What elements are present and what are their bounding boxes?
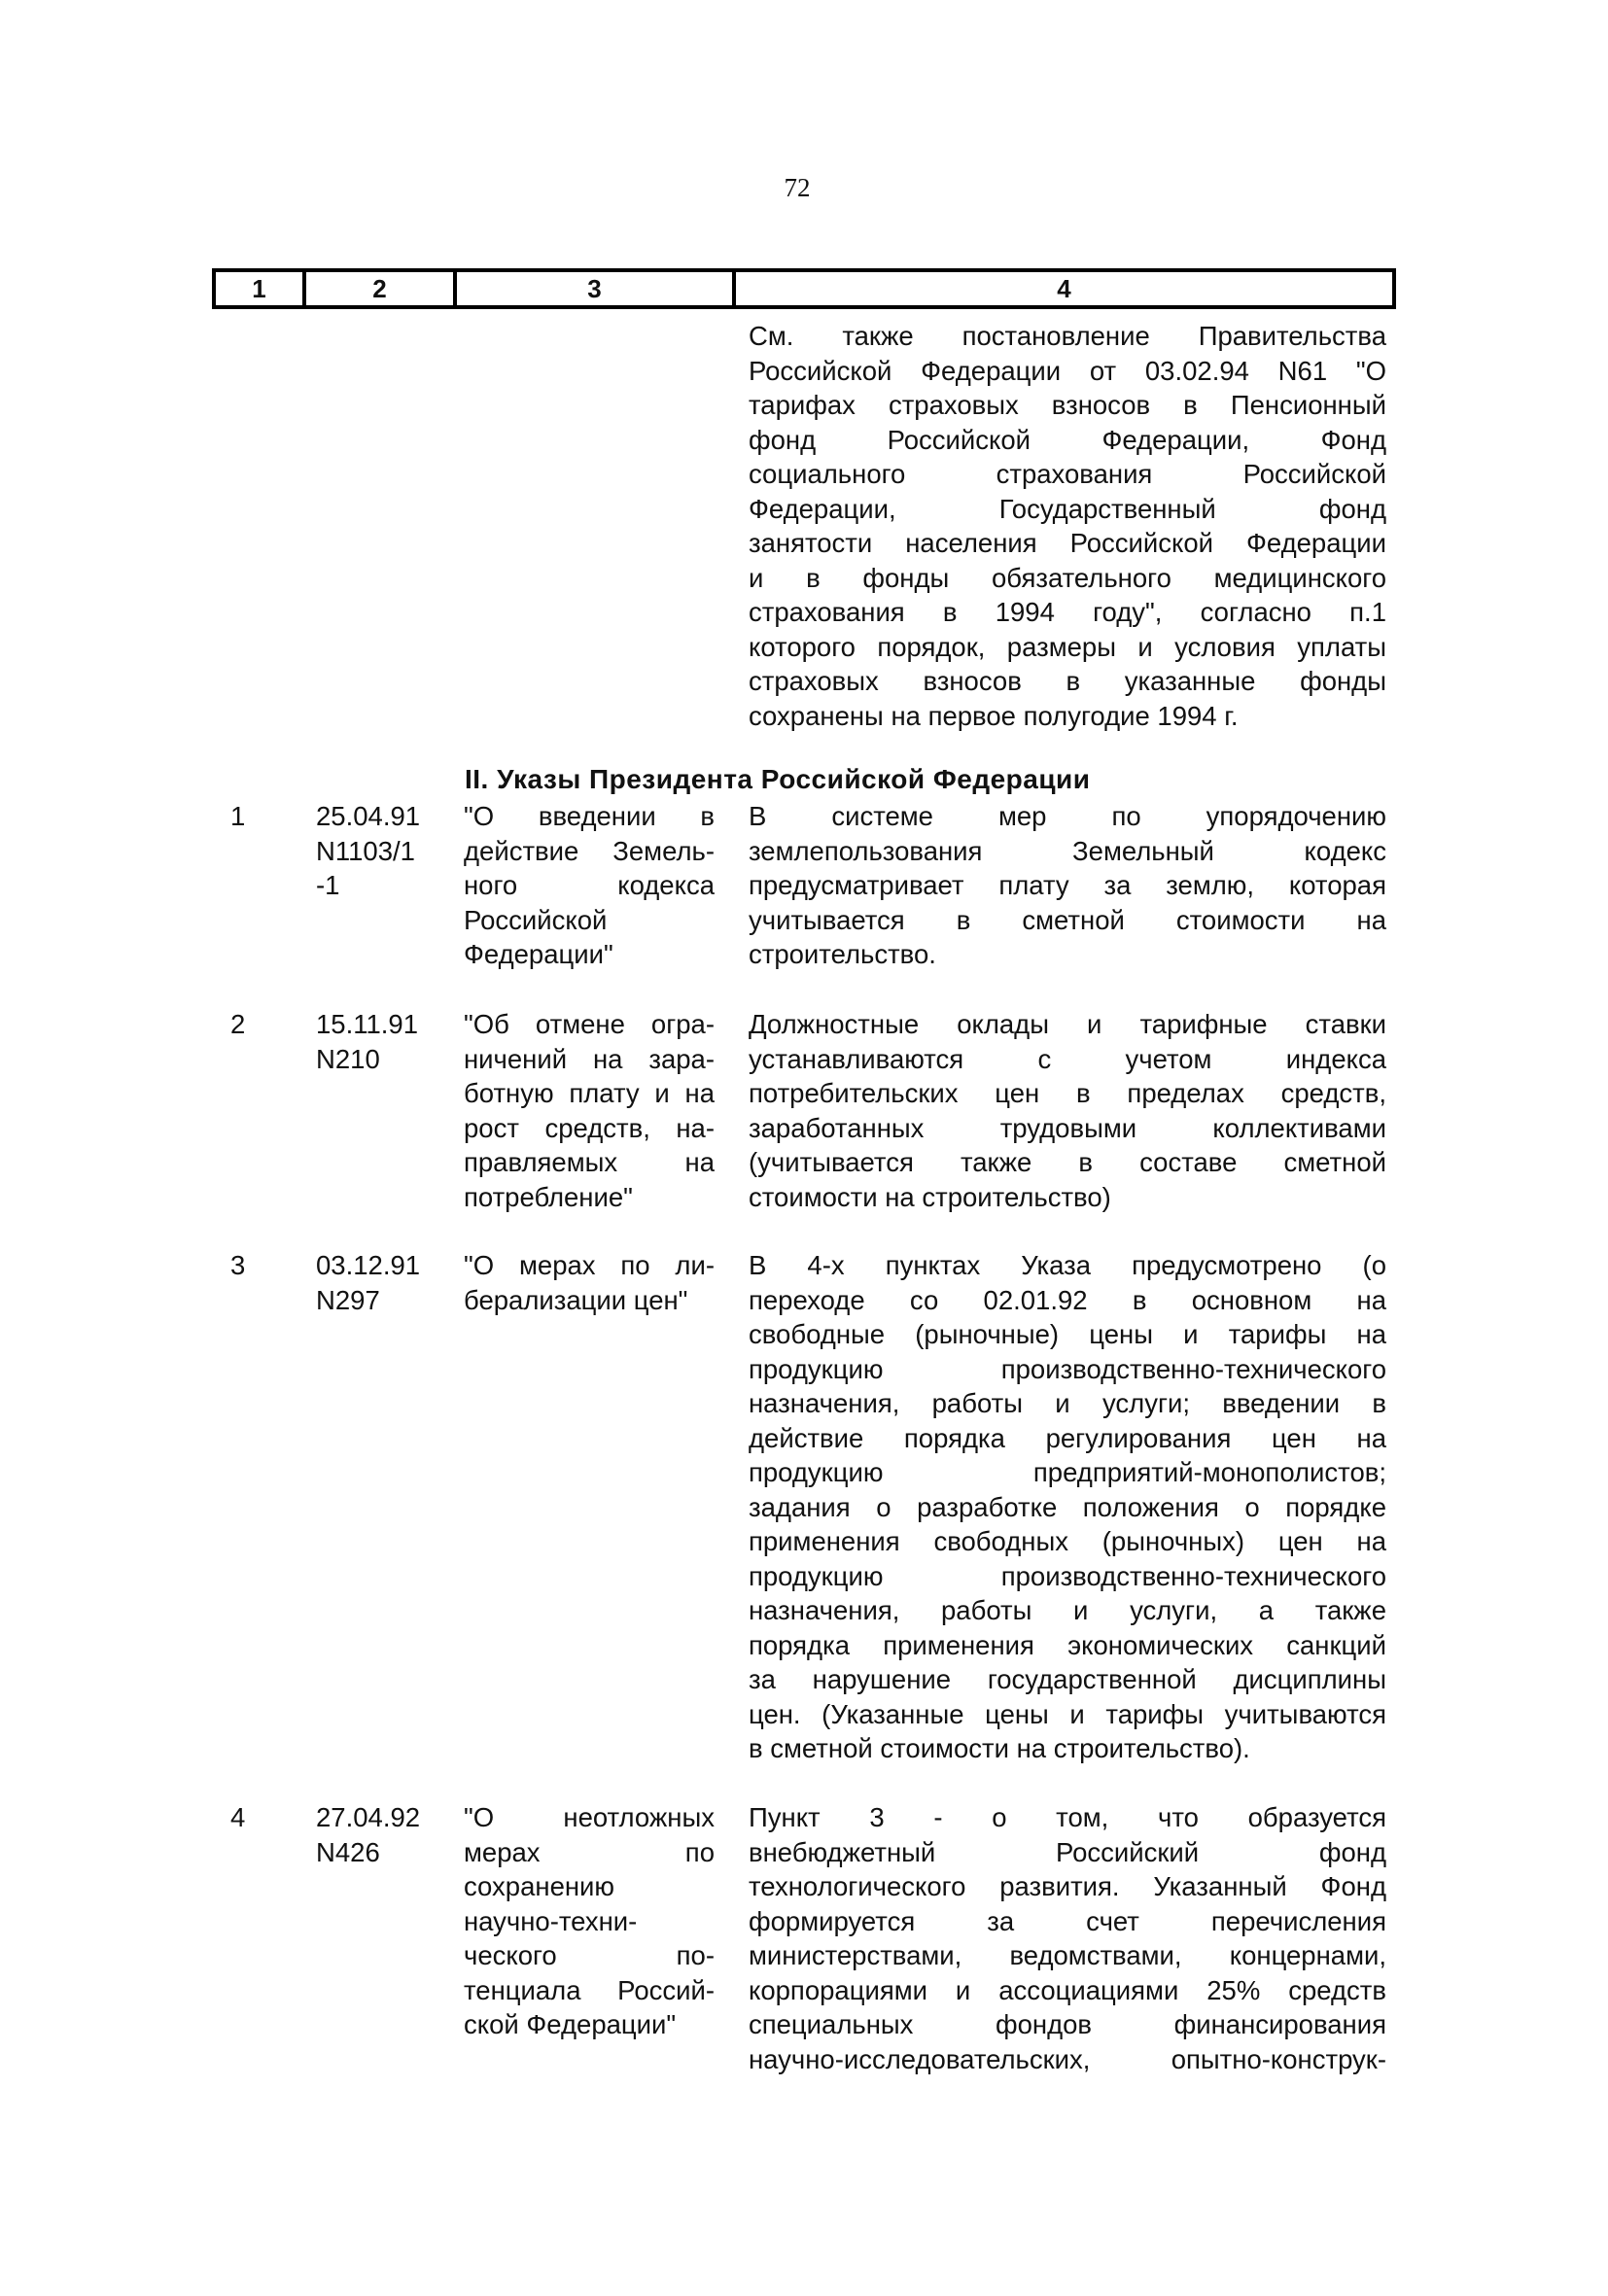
row-title: сохранению <box>464 1871 615 1901</box>
row-description: продукцию производственно-технического <box>749 1353 1386 1384</box>
row-description: переходе со 02.01.92 в основном на <box>749 1284 1386 1315</box>
table-header-row <box>212 268 1396 309</box>
row-description: применения свободных (рыночных) цен на <box>749 1526 1386 1556</box>
row-number: 3 <box>230 1250 246 1280</box>
row-date: 15.11.91 <box>316 1009 419 1039</box>
intro-line: и в фонды обязательного медицинского <box>749 562 1386 593</box>
row-description: внебюджетный Российский фонд <box>749 1836 1386 1867</box>
row-date: 03.12.91 <box>316 1250 421 1280</box>
row-description: задания о разработке положения о порядке <box>749 1491 1386 1522</box>
row-title: ничений на зара- <box>464 1043 715 1074</box>
row-description: (учитывается также в составе сметной <box>749 1147 1386 1177</box>
row-description: специальных фондов финансирования <box>749 2009 1386 2039</box>
row-description: потребительских цен в пределах средств, <box>749 1078 1386 1108</box>
row-description: учитывается в сметной стоимости на <box>749 904 1386 935</box>
row-date: 27.04.92 <box>316 1802 421 1832</box>
row-description: формируется за счет перечисления <box>749 1905 1386 1936</box>
row-title: мерах по <box>464 1836 715 1867</box>
row-description: в сметной стоимости на строительство). <box>749 1733 1250 1763</box>
row-title: тенциала Россий- <box>464 1974 715 2005</box>
row-number: 4 <box>230 1802 246 1832</box>
row-description: цен. (Указанные цены и тарифы учитываются <box>749 1698 1386 1729</box>
row-title: "О мерах по ли- <box>464 1250 715 1280</box>
intro-line: сохранены на первое полугодие 1994 г. <box>749 700 1239 731</box>
row-title: рост средств, на- <box>464 1112 715 1143</box>
row-title: ботную плату и на <box>464 1078 715 1108</box>
row-date: N210 <box>316 1043 380 1074</box>
intro-line: фонд Российской Федерации, Фонд <box>749 424 1386 455</box>
section-title: II. Указы Президента Российской Федерации <box>465 764 1091 794</box>
row-description: В системе мер по упорядочению <box>749 801 1386 831</box>
row-description: корпорациями и ассоциациями 25% средств <box>749 1974 1386 2005</box>
row-description: предусматривает плату за землю, которая <box>749 870 1386 900</box>
row-title: ческого по- <box>464 1940 715 1970</box>
row-description: за нарушение государственной дисциплины <box>749 1664 1386 1694</box>
header-cell-2: 2 <box>306 272 457 305</box>
intro-line: которого порядок, размеры и условия уплаты <box>749 631 1386 662</box>
row-description: министерствами, ведомствами, концернами, <box>749 1940 1386 1970</box>
row-title: правляемых на <box>464 1147 715 1177</box>
row-description: порядка применения экономических санкций <box>749 1629 1386 1660</box>
row-date: N426 <box>316 1836 380 1867</box>
row-description: действие порядка регулирования цен на <box>749 1422 1386 1453</box>
row-description: стоимости на строительство) <box>749 1181 1111 1212</box>
row-title: научно-техни- <box>464 1905 638 1936</box>
row-title: Российской <box>464 904 608 935</box>
row-description: Пункт 3 - о том, что образуется <box>749 1802 1386 1832</box>
row-number: 2 <box>230 1009 246 1039</box>
row-description: технологического развития. Указанный Фонд <box>749 1871 1386 1901</box>
row-date: N1103/1 <box>316 835 415 866</box>
intro-line: социального страхования Российской <box>749 459 1386 489</box>
row-date: N297 <box>316 1284 380 1315</box>
row-description: продукцию производственно-технического <box>749 1560 1386 1591</box>
row-title: потребление" <box>464 1181 633 1212</box>
row-description: строительство. <box>749 939 936 969</box>
intro-line: Российской Федерации от 03.02.94 N61 "О <box>749 355 1386 386</box>
intro-line: тарифах страховых взносов в Пенсионный <box>749 390 1386 420</box>
row-title: "О введении в <box>464 801 715 831</box>
intro-line: занятости населения Российской Федерации <box>749 528 1386 558</box>
row-title: действие Земель- <box>464 835 715 866</box>
row-description: свободные (рыночные) цены и тарифы на <box>749 1319 1386 1349</box>
row-number: 1 <box>230 801 246 831</box>
row-title: берализации цен" <box>464 1284 688 1315</box>
row-date: 25.04.91 <box>316 801 421 831</box>
row-date: -1 <box>316 870 340 900</box>
row-description: назначения, работы и услуги, а также <box>749 1595 1386 1625</box>
row-description: заработанных трудовыми коллективами <box>749 1112 1386 1143</box>
intro-line: страховых взносов в указанные фонды <box>749 666 1386 696</box>
row-description: научно-исследовательских, опытно-конструк- <box>749 2043 1386 2074</box>
row-title: "О неотложных <box>464 1802 715 1832</box>
row-description: Должностные оклады и тарифные ставки <box>749 1009 1386 1039</box>
intro-line: страхования в 1994 году", согласно п.1 <box>749 597 1386 627</box>
row-title: ской Федерации" <box>464 2009 677 2039</box>
page-number: 72 <box>784 173 811 202</box>
header-cell-4: 4 <box>1057 273 1071 303</box>
row-description: назначения, работы и услуги; введении в <box>749 1388 1386 1418</box>
intro-line: Федерации, Государственный фонд <box>749 493 1386 524</box>
intro-line: См. также постановление Правительства <box>749 321 1386 351</box>
row-title: Федерации" <box>464 939 613 969</box>
header-cell-3: 3 <box>457 272 736 305</box>
row-title: ного кодекса <box>464 870 715 900</box>
row-title: "Об отмене огра- <box>464 1009 715 1039</box>
header-cell-1: 1 <box>216 272 306 305</box>
row-description: продукцию предприятий-монополистов; <box>749 1457 1386 1487</box>
row-description: устанавливаются с учетом индекса <box>749 1043 1386 1074</box>
row-description: В 4-х пунктах Указа предусмотрено (о <box>749 1250 1386 1280</box>
row-description: землепользования Земельный кодекс <box>749 835 1386 866</box>
